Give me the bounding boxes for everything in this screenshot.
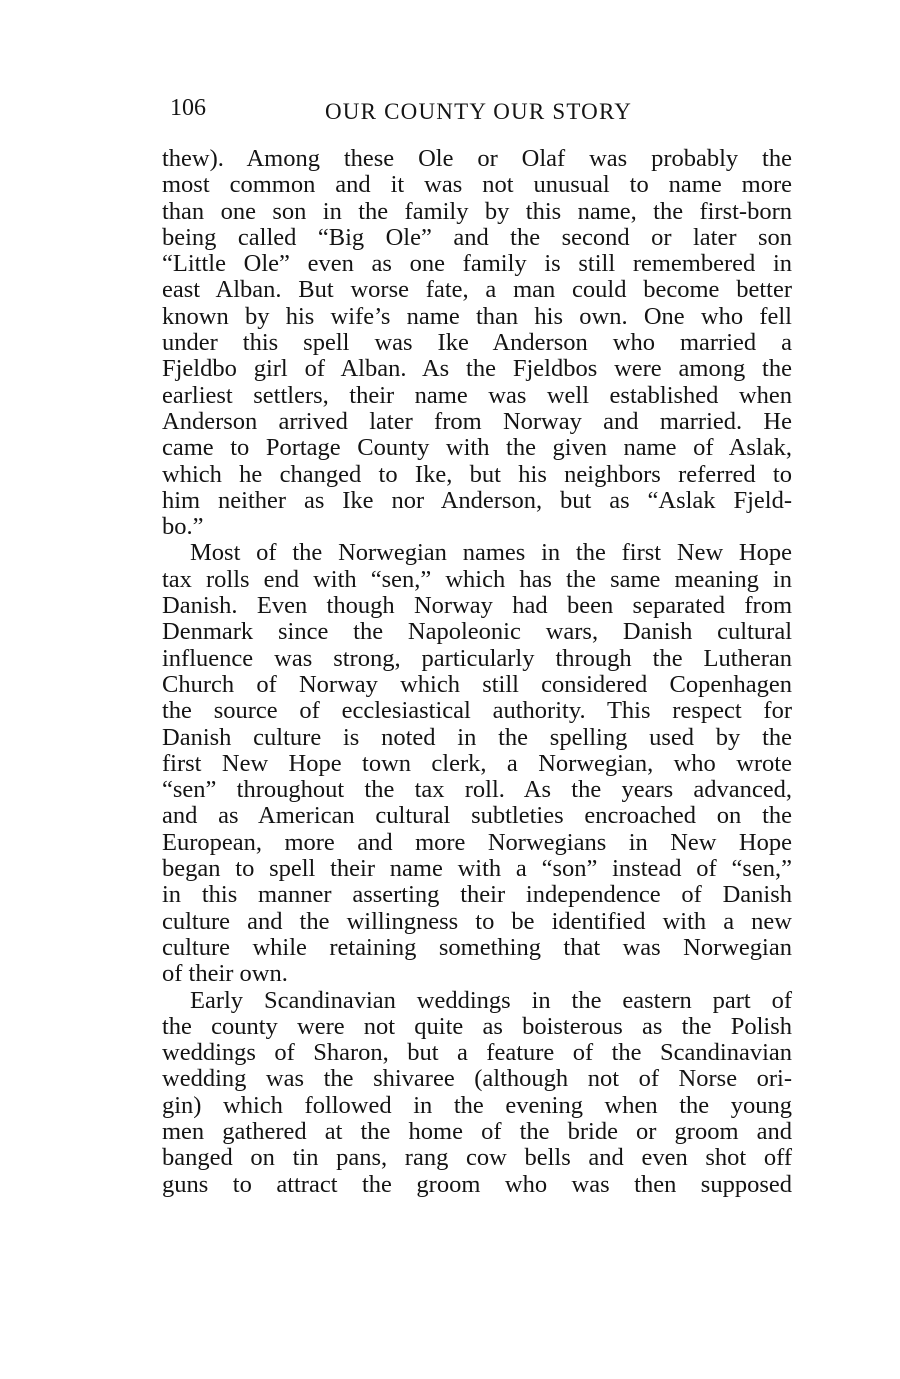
paragraph-3 [162,988,792,1198]
text-line: European, more and more Norwegians in New Hope [162,828,792,856]
text-line: Danish. Even though Norway had been separated from [162,592,792,620]
text-line: known by his wife’s name than his own. One who fell [162,302,792,330]
text-line: and as American cultural subtleties encroached on the [162,802,792,830]
text-line: “Little Ole” even as one family is still remembered in [162,250,792,278]
text-line: the county were not quite as boisterous as the Polish [162,1012,792,1040]
text-line: Church of Norway which still considered Copenhagen [162,670,792,698]
text-line: weddings of Sharon, but a feature of the Scandinavian [162,1039,792,1067]
text-line: came to Portage County with the given name of Aslak, [162,434,792,462]
text-line: gin) which followed in the evening when the young [162,1091,792,1119]
text-line: Danish culture is noted in the spelling used by the [162,723,792,751]
running-title: OUR COUNTY OUR STORY [325,99,633,124]
text-line: being called “Big Ole” and the second or later son [162,223,792,251]
text-line: in this manner asserting their independence of Danish [162,881,792,909]
text-line: him neither as Ike nor Anderson, but as “Aslak Fjeld- [162,486,792,514]
text-line: the source of ecclesiastical authority. This respect for [162,697,792,725]
text-line: than one son in the family by this name, the first-born [162,197,792,225]
text-line: of their own. [162,960,288,988]
text-line: wedding was the shivaree (although not of Norse ori- [162,1065,792,1093]
text-line: Most of the Norwegian names in the first New Hope [190,539,792,567]
text-line: which he changed to Ike, but his neighbors referred to [162,460,792,488]
body-text [162,146,792,1198]
text-line: Early Scandinavian weddings in the eastern part of [190,986,792,1014]
paragraph-2 [162,540,792,987]
text-line: “sen” throughout the tax roll. As the years advanced, [162,776,792,804]
text-line: Anderson arrived later from Norway and married. He [162,407,792,435]
text-line: influence was strong, particularly through the Lutheran [162,644,792,672]
text-line: began to spell their name with a “son” instead of “sen,” [162,855,792,883]
running-header [170,95,795,129]
text-line: first New Hope town clerk, a Norwegian, who wrote [162,749,792,777]
text-line: east Alban. But worse fate, a man could become better [162,276,792,304]
text-line: culture while retaining something that was Norwegian [162,933,792,961]
text-line: bo.” [162,513,204,541]
text-line: banged on tin pans, rang cow bells and even shot off [162,1144,792,1172]
text-line: thew). Among these Ole or Olaf was probably the [162,145,792,172]
paragraph-1 [162,146,792,540]
text-line: men gathered at the home of the bride or groom and [162,1117,792,1145]
text-line: tax rolls end with “sen,” which has the same meaning in [162,565,792,593]
text-line: Fjeldbo girl of Alban. As the Fjeldbos were among the [162,355,792,383]
text-line: most common and it was not unusual to name more [162,171,792,199]
text-line: Denmark since the Napoleonic wars, Danish cultural [162,618,792,646]
page-number: 106 [170,95,206,121]
text-line: culture and the willingness to be identified with a new [162,907,792,935]
text-line: guns to attract the groom who was then supposed [162,1170,792,1198]
text-line: under this spell was Ike Anderson who married a [162,329,792,357]
text-line: earliest settlers, their name was well established when [162,381,792,409]
